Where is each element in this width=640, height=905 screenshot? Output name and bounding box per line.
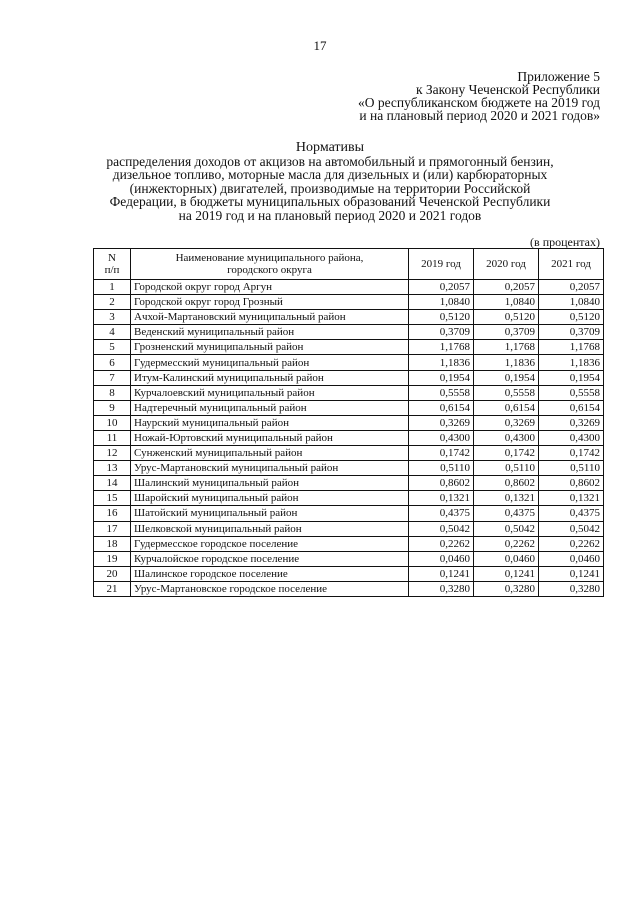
table-row: [94, 536, 604, 551]
row-number: 10: [94, 415, 131, 430]
value-2020: 0,5558: [474, 385, 539, 400]
header-num-line: N: [108, 252, 116, 264]
value-2020: 1,0840: [474, 295, 539, 310]
title-heading: Нормативы: [295, 140, 365, 155]
appendix-line: Приложение 5: [517, 69, 600, 84]
municipality-name: Шаройский муниципальный район: [131, 491, 409, 506]
table-row: [94, 461, 604, 476]
table-row: [94, 521, 604, 536]
value-2019: 0,3709: [409, 325, 474, 340]
value-2019: 0,1954: [409, 370, 474, 385]
table-row: [94, 446, 604, 461]
municipality-name: Веденский муниципальный район: [131, 325, 409, 340]
table-row: [94, 400, 604, 415]
value-2021: 0,0460: [539, 551, 604, 566]
value-2019: 0,2057: [409, 280, 474, 295]
row-number: 11: [94, 430, 131, 445]
municipality-name: Сунженский муниципальный район: [131, 446, 409, 461]
row-number: 16: [94, 506, 131, 521]
table-row: [94, 325, 604, 340]
value-2021: 0,1954: [539, 370, 604, 385]
row-number: 2: [94, 295, 131, 310]
table-row: [94, 355, 604, 370]
appendix-heading: [358, 70, 600, 122]
value-2019: 1,1768: [409, 340, 474, 355]
municipality-name: Городской округ город Грозный: [131, 295, 409, 310]
row-number: 13: [94, 461, 131, 476]
row-number: 12: [94, 446, 131, 461]
title-line: дизельное топливо, моторные масла для дизельных и (или) карбюраторных: [112, 167, 548, 182]
header-num-line: п/п: [104, 264, 120, 276]
municipality-name: Городской округ город Аргун: [131, 280, 409, 295]
value-2019: 0,1321: [409, 491, 474, 506]
value-2020: 0,3280: [474, 581, 539, 596]
header-name-line: Наименование муниципального района,: [175, 252, 364, 264]
row-number: 1: [94, 280, 131, 295]
value-2021: 0,6154: [539, 400, 604, 415]
row-number: 3: [94, 310, 131, 325]
row-number: 15: [94, 491, 131, 506]
municipality-name: Курчалоевский муниципальный район: [131, 385, 409, 400]
row-number: 5: [94, 340, 131, 355]
value-2019: 0,4300: [409, 430, 474, 445]
municipality-name: Ножай-Юртовский муниципальный район: [131, 430, 409, 445]
row-number: 19: [94, 551, 131, 566]
value-2020: 0,1742: [474, 446, 539, 461]
value-2021: 0,1742: [539, 446, 604, 461]
header-name: [131, 249, 409, 280]
header-name-line: городского округа: [227, 264, 312, 276]
appendix-line: к Закону Чеченской Республики: [415, 82, 600, 97]
municipality-name: Урус-Мартановское городское поселение: [131, 581, 409, 596]
table-row: [94, 295, 604, 310]
table-row: [94, 476, 604, 491]
value-2021: 0,5110: [539, 461, 604, 476]
municipality-name: Надтеречный муниципальный район: [131, 400, 409, 415]
row-number: 20: [94, 566, 131, 581]
value-2020: 0,2057: [474, 280, 539, 295]
value-2021: 0,3269: [539, 415, 604, 430]
header-2021: 2021 год: [539, 249, 604, 280]
value-2019: 0,1742: [409, 446, 474, 461]
municipality-name: Шалинское городское поселение: [131, 566, 409, 581]
table-row: [94, 385, 604, 400]
table-row: [94, 506, 604, 521]
table-row: [94, 551, 604, 566]
value-2020: 0,5120: [474, 310, 539, 325]
table-row: [94, 310, 604, 325]
row-number: 8: [94, 385, 131, 400]
value-2020: 0,1954: [474, 370, 539, 385]
municipality-name: Гудермесский муниципальный район: [131, 355, 409, 370]
value-2019: 0,3280: [409, 581, 474, 596]
value-2021: 0,2057: [539, 280, 604, 295]
header-2019: 2019 год: [409, 249, 474, 280]
municipality-name: Итум-Калинский муниципальный район: [131, 370, 409, 385]
table-row: [94, 581, 604, 596]
value-2020: 0,4375: [474, 506, 539, 521]
value-2019: 0,8602: [409, 476, 474, 491]
value-2019: 0,5110: [409, 461, 474, 476]
row-number: 18: [94, 536, 131, 551]
row-number: 9: [94, 400, 131, 415]
value-2020: 1,1836: [474, 355, 539, 370]
document-title: [60, 141, 600, 222]
municipality-name: Наурский муниципальный район: [131, 415, 409, 430]
value-2019: 0,3269: [409, 415, 474, 430]
municipality-name: Шалинский муниципальный район: [131, 476, 409, 491]
value-2020: 1,1768: [474, 340, 539, 355]
value-2020: 0,1321: [474, 491, 539, 506]
value-2020: 0,0460: [474, 551, 539, 566]
table-row: [94, 491, 604, 506]
value-2020: 0,1241: [474, 566, 539, 581]
units-note: (в процентах): [530, 235, 600, 249]
municipality-name: Курчалойское городское поселение: [131, 551, 409, 566]
municipality-name: Урус-Мартановский муниципальный район: [131, 461, 409, 476]
value-2021: 0,5042: [539, 521, 604, 536]
row-number: 6: [94, 355, 131, 370]
value-2020: 0,5042: [474, 521, 539, 536]
row-number: 21: [94, 581, 131, 596]
title-line: Федерации, в бюджеты муниципальных образований Чеченской Республики: [109, 194, 551, 209]
value-2019: 0,5042: [409, 521, 474, 536]
value-2021: 0,4300: [539, 430, 604, 445]
value-2019: 0,5558: [409, 385, 474, 400]
value-2021: 0,1241: [539, 566, 604, 581]
value-2021: 0,1321: [539, 491, 604, 506]
table-row: [94, 415, 604, 430]
value-2019: 0,4375: [409, 506, 474, 521]
value-2021: 0,3709: [539, 325, 604, 340]
title-line: распределения доходов от акцизов на автомобильный и прямогонный бензин,: [106, 153, 554, 169]
row-number: 4: [94, 325, 131, 340]
value-2019: 0,1241: [409, 566, 474, 581]
value-2021: 0,5558: [539, 385, 604, 400]
value-2021: 1,1836: [539, 355, 604, 370]
value-2021: 0,3280: [539, 581, 604, 596]
value-2019: 1,1836: [409, 355, 474, 370]
value-2019: 0,5120: [409, 310, 474, 325]
value-2020: 0,3269: [474, 415, 539, 430]
value-2021: 1,0840: [539, 295, 604, 310]
value-2021: 1,1768: [539, 340, 604, 355]
municipality-name: Ачхой-Мартановский муниципальный район: [131, 310, 409, 325]
value-2021: 0,4375: [539, 506, 604, 521]
value-2020: 0,4300: [474, 430, 539, 445]
value-2020: 0,6154: [474, 400, 539, 415]
table-row: [94, 340, 604, 355]
table-row: [94, 370, 604, 385]
value-2019: 0,2262: [409, 536, 474, 551]
municipality-name: Шатойский муниципальный район: [131, 506, 409, 521]
table-row: [94, 280, 604, 295]
norms-table: [93, 248, 604, 597]
header-num: [94, 249, 131, 280]
value-2021: 0,5120: [539, 310, 604, 325]
table-row: [94, 430, 604, 445]
table-header-row: [94, 249, 604, 280]
appendix-line: «О республиканском бюджете на 2019 год: [357, 95, 600, 110]
appendix-line: и на плановый период 2020 и 2021 годов»: [359, 108, 600, 123]
title-line: на 2019 год и на плановый период 2020 и 2021 годов: [178, 207, 482, 223]
row-number: 7: [94, 370, 131, 385]
header-2020: 2020 год: [474, 249, 539, 280]
value-2020: 0,5110: [474, 461, 539, 476]
municipality-name: Гудермесское городское поселение: [131, 536, 409, 551]
value-2019: 1,0840: [409, 295, 474, 310]
title-line: (инжекторных) двигателей, производимые на территории Российской: [129, 180, 531, 196]
value-2021: 0,2262: [539, 536, 604, 551]
table-row: [94, 566, 604, 581]
row-number: 17: [94, 521, 131, 536]
value-2019: 0,0460: [409, 551, 474, 566]
value-2020: 0,2262: [474, 536, 539, 551]
value-2019: 0,6154: [409, 400, 474, 415]
municipality-name: Грозненский муниципальный район: [131, 340, 409, 355]
value-2020: 0,8602: [474, 476, 539, 491]
value-2021: 0,8602: [539, 476, 604, 491]
row-number: 14: [94, 476, 131, 491]
value-2020: 0,3709: [474, 325, 539, 340]
municipality-name: Шелковской муниципальный район: [131, 521, 409, 536]
page-number: 17: [313, 38, 327, 53]
